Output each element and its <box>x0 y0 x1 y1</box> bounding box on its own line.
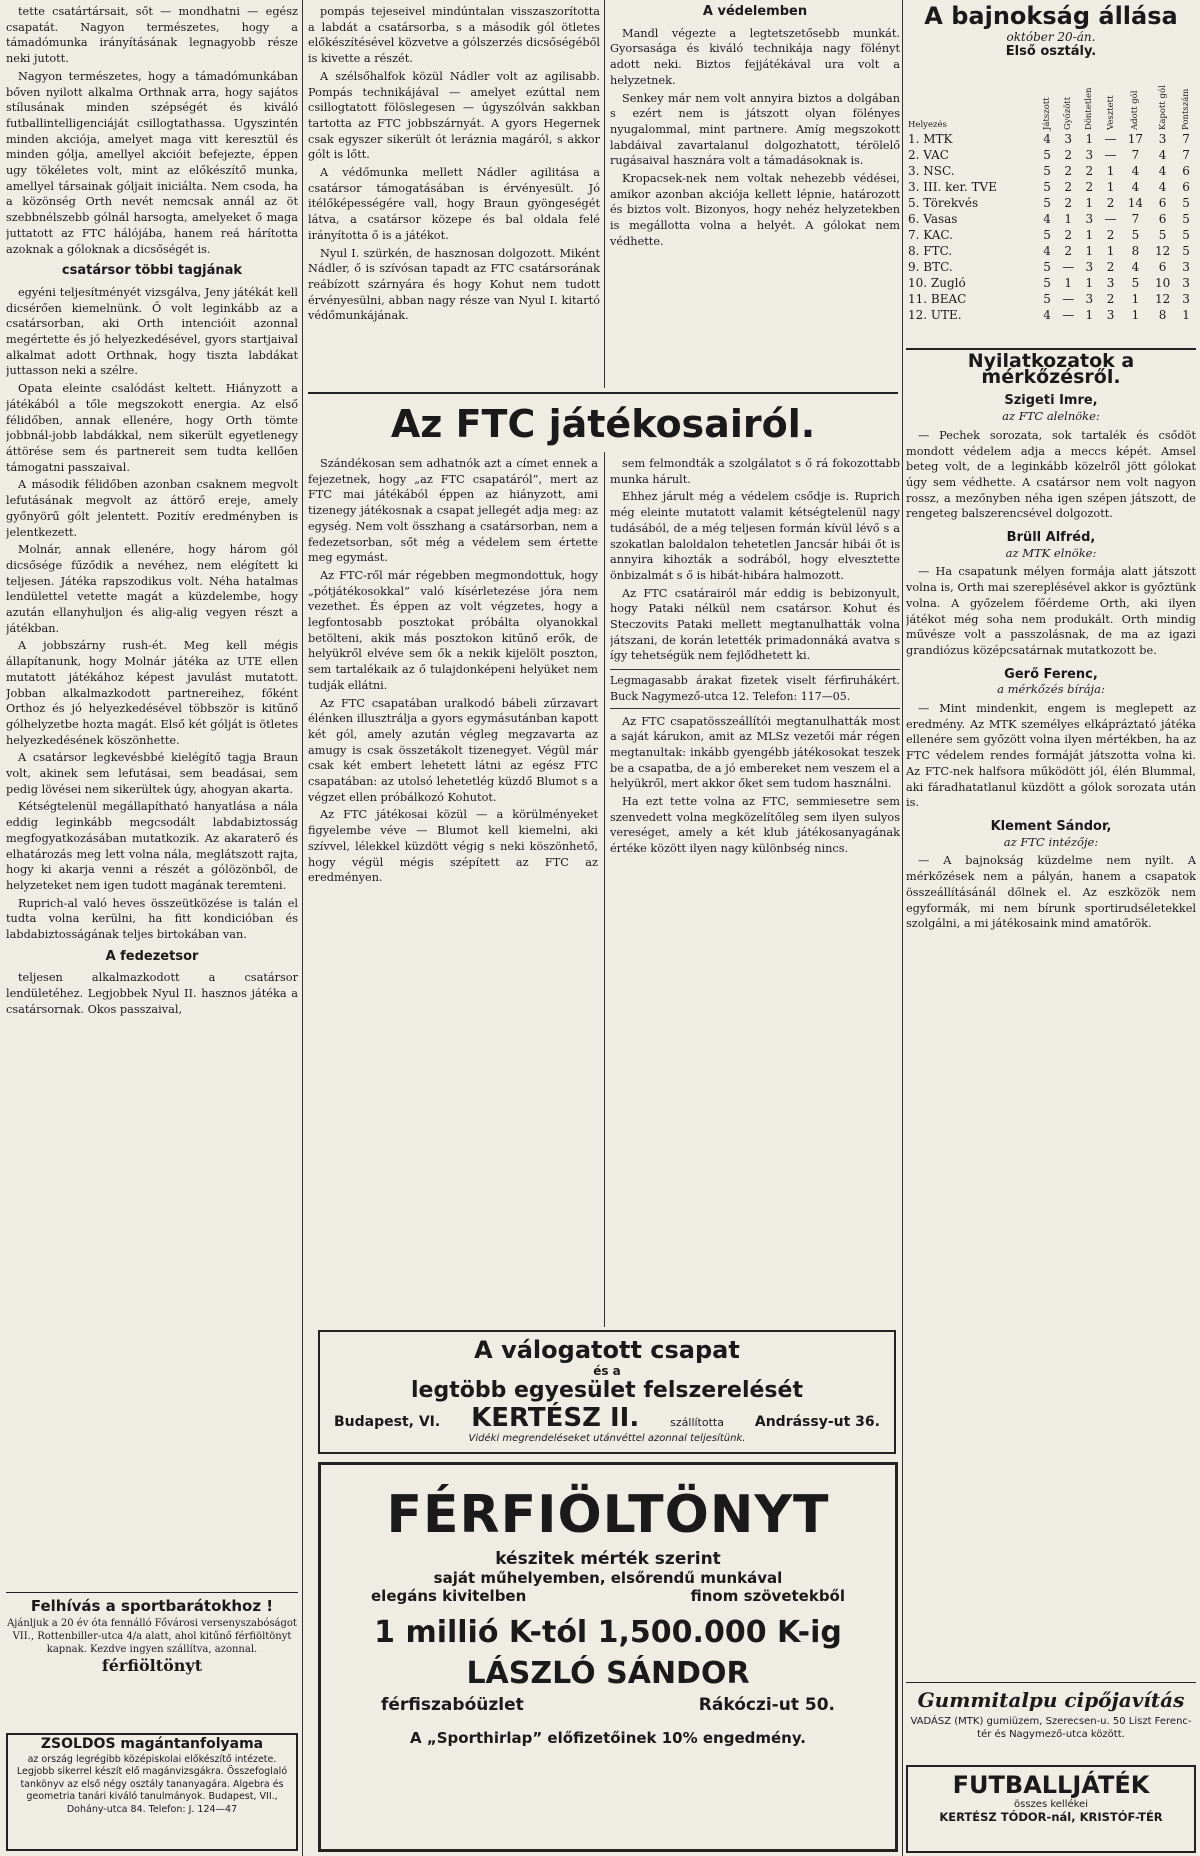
standings-row <box>906 163 1196 179</box>
standings-value: — <box>1062 308 1075 322</box>
column-1-filler-b: A jobbszárny rush-ét. Meg kell mégis állapítanunk, hogy Molnár játéka az UTE ellen mutatott játékához képest javulást mutatott. Jobban alkalmazkodott partnereihez, főként Orthoz és jó helyezkedésével többször is kitűnő gólhelyzetbe hozta magát. Első két gólját is ötletes helyezkedésének köszönhette. <box>6 639 298 747</box>
standings-value: 3 <box>1085 260 1094 274</box>
statement-text: — Pechek sorozata, sok tartalék és csődöt mondott védelem adja a meccs képét. Amsel beteg volt, de a leginkább közelről jött gólokat úgy sem védhette. A csatársor nem volt nagyon rossz, a mezőnyben néha igen szépen játszott, de rengeteg balszerencsével dolgozott. <box>906 428 1196 521</box>
standings-value: 3 <box>1182 276 1190 290</box>
standings-value: 6 <box>1158 212 1167 226</box>
standings-value: 1 <box>1085 228 1094 242</box>
ad-football-sub: összes kellékei <box>1014 1799 1088 1810</box>
statements-panel <box>906 352 1196 1677</box>
ad-zsoldos <box>6 1733 298 1851</box>
standings-value: 5 <box>1158 228 1167 242</box>
standings-value: 4 <box>1131 260 1140 274</box>
standings-value: 4 <box>1158 164 1167 178</box>
ad-football-game <box>906 1765 1196 1853</box>
standings-header-cell: Helyezés <box>908 120 947 130</box>
standings-value: 5 <box>1182 228 1190 242</box>
standings-value: 1 <box>1085 308 1094 322</box>
feature-right-column <box>610 456 900 1324</box>
standings-value: 5 <box>1043 196 1051 210</box>
standings-value: 1 <box>1085 196 1094 210</box>
standings-value: 5 <box>1182 196 1190 210</box>
standings-value: 3 <box>1106 308 1115 322</box>
feature-left-column <box>308 456 598 1324</box>
statements-title: Nyilatkozatok a mérkőzésről. <box>967 352 1135 388</box>
standings-value: 3 <box>1064 132 1073 146</box>
ad-kertesz-name: KERTÉSZ II. <box>471 1403 640 1433</box>
ad-laszlo-row2 <box>321 1695 895 1715</box>
standings-value: 12 <box>1154 244 1171 258</box>
standings-row <box>906 243 1196 259</box>
standings-team: 3. NSC. <box>908 164 955 178</box>
divider-1 <box>302 0 303 1856</box>
standings-value: 1 <box>1085 276 1094 290</box>
column-1-filler-a: A második félidőben azonban csaknem megvolt lefutásának megvolt az áttörő ereje, amely győnyörű gólt jelentett. Pozitív eredményben is jelentkezett. <box>6 478 298 539</box>
column-1-filler-c: Kétségtelenül megállapítható hanyatlása a nála eddig leginkább megcsodált labdabiztosság megfogyatkozásában mutatkozik. Az akaraterő és elhatározás meg lett volna nála, meglátszott rajta, hogy ki akarja venni a részét a gólözönből, de helyzeteket nem igen tudott magának teremteni. <box>6 800 298 892</box>
standings-team: 8. FTC. <box>908 244 953 258</box>
feature-right-text-a <box>610 456 900 664</box>
column-1-paragraph-2: egyéni teljesítményét vizsgálva, Jeny játékát kell dicsérően kiemelnünk. Ő volt leginkább az a csatársorban, aki Orth intencióit azonnal megértette és jó helyezkedésével, gyors startjaival alkalmat adott Orthnak, hogy tiszta labdákat juttasson neki a szélre. <box>6 285 298 378</box>
standings-value: 1 <box>1085 132 1094 146</box>
standings-division: Első osztály. <box>1005 44 1097 59</box>
standings-team: 6. Vasas <box>908 212 958 226</box>
standings-value: 2 <box>1064 196 1073 210</box>
standings-row <box>906 131 1196 147</box>
standings-value: 5 <box>1043 180 1051 194</box>
standings-value: 2 <box>1106 196 1115 210</box>
column-2-paragraph-2: A szélsőhalfok közül Nádler volt az agilisabb. Pompás technikájával — amelyet ezúttal nem csillogtatott fölöslegesen — úgyszólván sakkban tartotta az FTC jobbszárnyát. A gyors Hegernek csak egyszer sikerült ót leráznia magáról, s akkor gólt is lőtt. <box>308 69 600 162</box>
standings-header-label: Vesztett <box>1105 95 1116 130</box>
standings-value: 1 <box>1131 292 1140 306</box>
column-2 <box>308 4 600 386</box>
standings-value: 5 <box>1131 228 1140 242</box>
standings-team: 1. MTK <box>908 132 953 146</box>
standings-row <box>906 291 1196 307</box>
ad-gumm-title: Gummitalpu cipőjavítás <box>917 1688 1185 1712</box>
column-1-lead: Nagyon természetes, hogy a támadómunkában bőven nyilott alkalma Orthnak arra, hogy sajátos stílusának minden szépségét és kiváló futballintelligenciáját csillogtathassa. Ugyszintén minden akciója, amelyet maga vitt keresztül és minden gólja, amellyel akcióit befejezte, éppen ugy tökéletes volt, mint az előkészítő munka, amellyel társainak góljait iniciálta. Nem csoda, ha a közönség Orth nevét nemcsak annál az öt szebbnélszebb gólnál harsogta, amelyeket ő maga juttatott az FTC hálójába, hanem reá hárította azoknak a góloknak a dicsőségét is. <box>6 69 298 256</box>
standings-value: — <box>1062 260 1075 274</box>
standings-value: 3 <box>1182 260 1190 274</box>
ad-sportfriends-brand: férfiöltönyt <box>101 1656 203 1675</box>
column-1 <box>6 4 298 1529</box>
column-3-paragraph-3: Kropacsek-nek nem voltak nehezebb védései, amikor azonban akciója kellett lépnie, határozott és biztos volt. Bizonyos, hogy nehéz helyzetekben is megállotta volna a helyét. A gólokat nem védhette. <box>610 172 900 248</box>
standings-value: — <box>1104 212 1117 226</box>
standings-value: 5 <box>1043 148 1051 162</box>
standings-value: 17 <box>1127 132 1144 146</box>
column-1-divider <box>6 1592 298 1593</box>
standings-value: 4 <box>1043 308 1051 322</box>
feature-paragraph: Az FTC csapatában uralkodó bábeli zűrzavart élénken illusztrálja a gyors egymásutánban kapott két gól, amely azután végleg megzavarta az amugy is csak összetákolt tizenegyet. Végül már csak két embert lehetett látni az egész FTC csapatában: az utolsó lehetetlég küzdő Blumot s a végzet ellen próbálkozó Kohutot. <box>308 696 598 804</box>
feature-paragraph: Az FTC-ről már régebben megmondottuk, hogy „pótjátékosokkal” való kísérletezése jóra nem vezethet. És éppen az volt végzetes, hogy a legfontosabb posztokat próbálta olyanokkal betölteni, akik más posztokon kitűnő erők, de helyükről elvéve sem ők a nekik kijelölt poszton, sem tartalékaik az ő tulajdonképeni helyüket nem tudják ellátni. <box>308 568 598 692</box>
ad-football-title: FUTBALLJÁTÉK <box>952 1771 1150 1799</box>
standings-value: 8 <box>1158 308 1167 322</box>
ad-kertesz-note: Vidéki megrendeléseket utánvéttel azonnal teljesítünk. <box>468 1433 746 1444</box>
standings-value: 2 <box>1064 148 1073 162</box>
column-1-subheading-2: A fedezetsor <box>105 948 199 964</box>
statements-list <box>906 393 1196 932</box>
standings-value: 14 <box>1127 196 1144 210</box>
standings-value: 6 <box>1158 260 1167 274</box>
ad-laszlo-address: Rákóczi-ut 50. <box>698 1695 835 1715</box>
standings-team: 7. KAC. <box>908 228 953 242</box>
ad-kertesz-row <box>320 1403 894 1433</box>
standings-header-cell <box>1149 59 1176 131</box>
standings-value: 1 <box>1182 308 1190 322</box>
standings-team: 3. III. ker. TVE <box>908 180 997 194</box>
standings-team: 12. UTE. <box>908 308 962 322</box>
standings-team: 9. BTC. <box>908 260 953 274</box>
standings-value: 2 <box>1106 260 1115 274</box>
standings-value: 5 <box>1043 164 1051 178</box>
ad-gumm <box>906 1688 1196 1758</box>
standings-value: 5 <box>1043 260 1051 274</box>
ad-laszlo-l4: finom szövetekből <box>690 1587 845 1605</box>
ad-sportfriends-body: Ajánljuk a 20 év óta fennálló Fővárosi versenyszabóságot VII., Rottenbiller-utca 4/a alatt, ahol kitűnő férfiöltönyt kapnak. Kezdve ingyen szállítva, azonnal. <box>7 1618 297 1655</box>
standings-title: A bajnokság állása <box>924 2 1178 30</box>
column-3-paragraph-2: Senkey már nem volt annyira biztos a dolgában s ezért nem is játszott olyan fölényes nyugalommal, mint partnere. Amíg megszokott labdáival zavartalanul dolgozhatott, térölelő rugásaival hasznára volt a támadásoknak is. <box>610 91 900 168</box>
standings-value: 7 <box>1131 148 1140 162</box>
standings-header-label: Adott gól <box>1130 90 1141 130</box>
column-1-subheading: csatársor többi tagjának <box>61 263 243 279</box>
standings-header-cell <box>1057 59 1080 131</box>
standings-value: 1 <box>1064 212 1073 226</box>
standings-team: 5. Törekvés <box>908 196 979 210</box>
standings-value: 2 <box>1106 292 1115 306</box>
ad-sportfriends <box>6 1597 298 1737</box>
standings-value: 1 <box>1064 276 1073 290</box>
column-1-paragraph-6: Ruprich-al való heves összeütközése is talán el tudta volna kerülni, ha fitt kondicióban és labdabiztosságának teljes birtokában van. <box>6 896 298 942</box>
standings-value: 4 <box>1043 212 1051 226</box>
standings-body <box>906 131 1196 323</box>
standings-value: 6 <box>1182 164 1190 178</box>
standings-value: 4 <box>1131 180 1140 194</box>
ad-sportfriends-title: Felhívás a sportbarátokhoz ! <box>30 1597 274 1615</box>
standings-value: 5 <box>1043 228 1051 242</box>
standings-value: 2 <box>1064 228 1073 242</box>
feature-right-text-b <box>610 714 900 857</box>
feature-paragraph: Ehhez járult még a védelem csődje is. Ruprich még eleinte mutatott valamit kétségtelenül nagy tudásából, de a még teljesen formán kívül lévő s a szokatlan baloldalon tehetetlen Jancsár hibái őt is annyira kihozták a sodrából, hogy elvesztette önbizalmát s ő is hibát-hibára halmozott. <box>610 490 900 582</box>
ad-buck <box>610 669 900 708</box>
standings-divider <box>906 348 1196 350</box>
ad-kertesz-line1: A válogatott csapat <box>474 1336 740 1364</box>
standings-value: 3 <box>1158 132 1167 146</box>
standings-value: 6 <box>1182 180 1190 194</box>
ad-laszlo-offer: A „Sporthirlap” előfizetőinek 10% engedmény. <box>410 1729 806 1747</box>
column-1-paragraph-5: A csatársor legkevésbbé kielégítő tagja Braun volt, akinek sem lefutásai, sem beadásai, sem pedig lövései nem sikerültek úgy, ahogyan akarta. <box>6 751 298 796</box>
ad-kertesz-line2: és a <box>593 1364 621 1378</box>
standings-header-label: Pontszám <box>1181 88 1192 130</box>
standings-value: 1 <box>1106 180 1115 194</box>
standings-value: 5 <box>1182 212 1190 226</box>
standings-value: 1 <box>1085 244 1094 258</box>
ad-kertesz-city: Budapest, VI. <box>334 1414 441 1430</box>
standings-team: 10. Zugló <box>908 276 966 290</box>
standings-row <box>906 179 1196 195</box>
standings-panel <box>906 2 1196 342</box>
standings-value: 7 <box>1131 212 1140 226</box>
standings-value: 5 <box>1043 292 1051 306</box>
feature-left-text <box>308 456 598 886</box>
column-2-paragraph-1: pompás tejeseivel mindúntalan visszaszorította a labdát a csatársorba, s a második gól ötletes előkészítésével közvetve a gólszerzés dicsőségéből is kivette a részét. <box>308 5 600 66</box>
statement-speaker: Klement Sándor, <box>990 818 1112 834</box>
standings-header-cell <box>1079 59 1099 131</box>
standings-value: 6 <box>1158 196 1167 210</box>
standings-value: 5 <box>1131 276 1140 290</box>
standings-team: 11. BEAC <box>908 292 967 306</box>
standings-team: 2. VAC <box>908 148 949 162</box>
standings-value: 2 <box>1085 164 1094 178</box>
ad-zsoldos-title: ZSOLDOS magántanfolyama <box>40 1736 264 1752</box>
standings-value: 10 <box>1154 276 1171 290</box>
ad-laszlo-l1: készitek mérték szerint <box>495 1549 721 1569</box>
standings-row <box>906 259 1196 275</box>
standings-value: 2 <box>1106 228 1115 242</box>
statement-role: az FTC intézője: <box>1003 834 1099 849</box>
feature-paragraph: Az FTC játékosai közül — a körülményeket figyelembe véve — Blumot kell kiemelni, aki szívvel, lélekkel küzdött végig s neki köszönhető, hogy végül mégis szépített az FTC az eredményen. <box>308 808 598 885</box>
standings-row <box>906 195 1196 211</box>
feature-divider <box>604 452 605 1327</box>
standings-value: 4 <box>1043 244 1051 258</box>
ad-football-body: KERTÉSZ TÓDOR-nál, KRISTÓF-TÉR <box>939 1810 1163 1824</box>
statement-role: az FTC alelnöke: <box>1002 409 1100 424</box>
standings-value: 4 <box>1043 132 1051 146</box>
standings-header-label: Döntetlen <box>1084 87 1095 130</box>
standings-value: 3 <box>1106 276 1115 290</box>
column-2-paragraph-4: Nyul I. szürkén, de hasznosan dolgozott. Miként Nádler, ő is szívósan tapadt az FTC csatársorának reábízott szárnyára és hogy Kohut nem tudott érvényesülni, abban nagy része van Nyul I. kitartó védőmunkájának. <box>308 246 600 323</box>
feature-paragraph: Ha ezt tette volna az FTC, semmiesetre sem szenvedett volna megközelítőleg sem ilyen sulyos vereséget, amely a két klub játékosanyagának értéke között ilyen nagy különbség nincs. <box>610 795 900 856</box>
standings-value: 2 <box>1085 180 1094 194</box>
standings-value: 8 <box>1131 244 1140 258</box>
ad-laszlo <box>318 1462 898 1852</box>
statement-role: az MTK elnöke: <box>1005 545 1097 560</box>
feature-paragraph: Az FTC csatárairól már eddig is bebizonyult, hogy Pataki nélkül nem csatársor. Kohut és Steczovits Pataki mellett megtanulhatták volna játszani, de korán letették primadonnáká avatva s így tehetségük nem fejlődhetett ki. <box>610 586 900 663</box>
statement-role: a mérkőzés bírája: <box>997 682 1105 697</box>
statement-text: — Ha csapatunk mélyen formája alatt játszott volna is, Orth mai szereplésével akkor is győztünk volna. A győzelem főérdeme Orth, aki ilyen játékot még soha nem produkált. Orth mindig művésze volt a passzolásnak, de ma az igazi grandiózus középcsatárnak mutatkozott be. <box>906 565 1196 657</box>
standings-header-cell <box>1099 59 1122 131</box>
column-1-paragraph-7: teljesen alkalmazkodott a csatársor lendületéhez. Legjobbek Nyul II. hasznos játéka a csatársornak. Okos passzaival, <box>6 971 298 1016</box>
ad-laszlo-headline: FÉRFIÖLTÖNYT <box>386 1485 830 1545</box>
ad-laszlo-price: 1 millió K-tól 1,500.000 K-ig <box>374 1615 842 1650</box>
ad-zsoldos-body: az ország legrégibb középiskolai előkészítő intézete. Legjobb sikerrel készít elő magánvizsgákra. Összefoglaló tankönyv az első négy osztály tananyagára. Algebra és geometria tanári kiváló tanulmányok. Budapest, VII., Dohány-utca 84. Telefon: J. 124—47 <box>16 1753 288 1815</box>
ad-laszlo-l3: elegáns kivitelben <box>371 1587 527 1605</box>
standings-row <box>906 211 1196 227</box>
ad-laszlo-kind: férfiszabóüzlet <box>381 1695 524 1715</box>
feature-title: Az FTC játékosairól. <box>390 402 816 446</box>
ad-buck-text: Legmagasabb árakat fizetek viselt férfiruhákért. Buck Nagymező-utca 12. Telefon: 117—05. <box>610 674 900 703</box>
standings-header-label: Játszott <box>1042 97 1053 130</box>
standings-value: 5 <box>1043 276 1051 290</box>
statement-text: — A bajnokság küzdelme nem nyilt. A mérkőzések nem a pályán, hanem a csapatok összeállításánál dőlnek el. Az eszközök nem egyformák, mi nem bírunk sportirudséletekkel szolgálni, a mi játékosaink mind amatőrök. <box>906 854 1196 931</box>
standings-value: 4 <box>1131 164 1140 178</box>
column-1-intro: tette csatártársait, sőt — mondhatni — egész csapatát. Nagyon természetes, hogy a támadómunka irányításának legnagyobb része neki jutott. <box>6 5 298 66</box>
standings-value: 12 <box>1154 292 1171 306</box>
divider-2 <box>604 0 605 388</box>
ad-kertesz-line3: legtöbb egyesület felszerelését <box>411 1378 803 1403</box>
standings-header-cell <box>1176 59 1196 131</box>
standings-header-cell <box>1037 59 1057 131</box>
standings-value: 1 <box>1106 164 1115 178</box>
standings-row <box>906 227 1196 243</box>
feature-paragraph: Szándékosan sem adhatnók azt a címet ennek a fejezetnek, hogy „az FTC csapatáról”, mert az FTC mai játékából éppen az hiányzott, ami tizenegy játékosnak a csapat jellegét adja meg: az egység. Nem volt összhang a csatársorban, nem a fedezetsorban, sőt még a védelem sem értette meg egymást. <box>308 457 598 565</box>
feature-top-rule <box>308 392 898 394</box>
column-1-paragraph-4: Molnár, annak ellenére, hogy három gól dicsősége fűződik a nevéhez, nem elégített ki teljesen. Játéka rapszodikus volt. Néha hatalmas lendülettel vetette magát a küzdelembe, hogy azután ellanyhuljon és alig-alig vegyen részt a játékban. <box>6 543 298 635</box>
feature-paragraph: sem felmondták a szolgálatot s ő rá fokozottabb munka hárult. <box>610 457 900 486</box>
standings-value: 3 <box>1085 212 1094 226</box>
standings-table <box>906 59 1196 323</box>
standings-value: 3 <box>1182 292 1190 306</box>
column-3-paragraph-1: Mandl végezte a legtetszetősebb munkát. Gyorsasága és kiváló technikája nagy fölényt adott neki. Biztos fejjátékával ura volt a helyzetnek. <box>610 26 900 87</box>
standings-header-cell <box>1122 59 1149 131</box>
standings-row <box>906 307 1196 323</box>
standings-value: 7 <box>1182 132 1190 146</box>
standings-value: 4 <box>1158 180 1167 194</box>
ad-gumm-body: VADÁSZ (MTK) gumiüzem, Szerecsen-u. 50 Liszt Ferenc-tér és Nagymező-utca között. <box>910 1716 1192 1740</box>
standings-value: — <box>1104 148 1117 162</box>
standings-value: 2 <box>1064 164 1073 178</box>
standings-value: 7 <box>1182 148 1190 162</box>
standings-value: — <box>1062 292 1075 306</box>
standings-value: 3 <box>1085 292 1094 306</box>
column-2-paragraph-3: A védőmunka mellett Nádler agilitása a csatársor támogatásában is érvényesült. Jó itélőképességére vall, hogy Braun gyöngeségét látva, a csatársor közepe és bal oldala felé irányította ő is a játékot. <box>308 166 600 242</box>
statement-speaker: Gerő Ferenc, <box>1004 666 1098 682</box>
standings-value: 2 <box>1064 180 1073 194</box>
divider-3 <box>902 0 903 1856</box>
standings-header-label: Kapott gól <box>1157 85 1168 130</box>
standings-value: 3 <box>1085 148 1094 162</box>
standings-value: — <box>1104 132 1117 146</box>
standings-value: 1 <box>1131 308 1140 322</box>
standings-header-label: Győzött <box>1063 96 1074 130</box>
column-3-subheading: A védelemben <box>702 4 808 19</box>
ad-gumm-divider <box>906 1682 1196 1683</box>
standings-date: október 20-án. <box>1006 30 1096 44</box>
statement-text: — Mint mindenkit, engem is meglepett az eredmény. Az MTK személyes elkápráztató játéka ellenére sem győzött volna ilyen mértékben, ha az FTC védelem rendes formáját játszotta volna ki. Az FTC-nek halfsora működött jól, élén Blummal, aki fáradhatatlanul küzdött a gólok sorozata után is. <box>906 702 1196 810</box>
standings-value: 1 <box>1106 244 1115 258</box>
ad-kertesz-address: Andrássy-ut 36. <box>754 1414 880 1430</box>
standings-value: 4 <box>1158 148 1167 162</box>
feature-paragraph: Az FTC csapatösszeállítói megtanulhatták most a saját kárukon, amit az MLSz vezetői már régen megtanultak: inkább gyengébb játékosokat teszek be a csapatba, de a jó embereket nem veszem el a helyükről, mert akkor őket sem tudom használni. <box>610 714 900 791</box>
statement-speaker: Szigeti Imre, <box>1004 393 1098 409</box>
standings-value: 5 <box>1182 244 1190 258</box>
standings-row <box>906 147 1196 163</box>
standings-header-row <box>906 59 1196 131</box>
standings-value: 2 <box>1064 244 1073 258</box>
ad-kertesz <box>318 1330 896 1454</box>
ad-kertesz-role: szállította <box>670 1416 724 1429</box>
ad-laszlo-row <box>321 1587 895 1605</box>
standings-row <box>906 275 1196 291</box>
statement-speaker: Brüll Alfréd, <box>1006 530 1096 546</box>
ad-laszlo-l2: saját műhelyemben, elsőrendű munkával <box>433 1569 783 1587</box>
ad-laszlo-name: LÁSZLÓ SÁNDOR <box>466 1656 750 1691</box>
column-1-paragraph-3: Opata eleinte csalódást keltett. Hiányzott a játékából a tőle megszokott energia. Az első félidőben, annak ellenére, hogy Orth tömte jobbnál-jobb labdákkal, nem sikerült egyetlenegy áttörése sem és partnereit sem tudta kellően támogatni passzaival. <box>6 382 298 474</box>
column-3 <box>610 4 900 386</box>
